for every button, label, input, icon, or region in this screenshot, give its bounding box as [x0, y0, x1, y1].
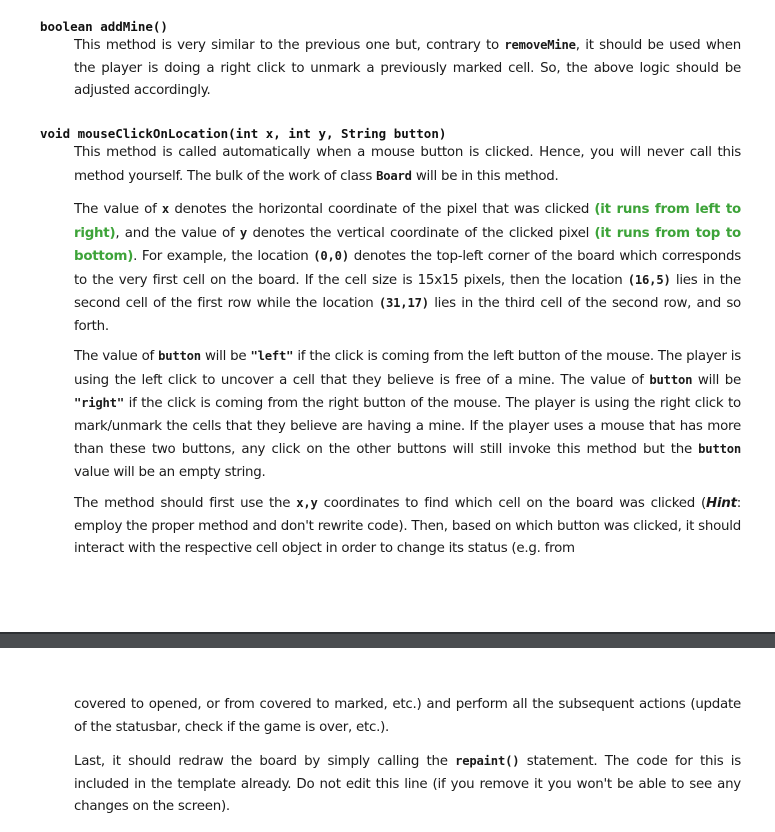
inline-code: button — [649, 372, 693, 387]
inline-code: repaint() — [455, 754, 520, 768]
inline-code: (16,5) — [627, 272, 671, 287]
add-mine-description: This method is very similar to the previous one but, contrary to removeMine, it should be used when the player is doing a right click to unmark a previously marked cell. So, the above logic should be adjusted accordingly. — [74, 38, 741, 99]
hint-label: Hint — [706, 496, 737, 511]
highlight-text: (it runs from top to bottom) — [74, 225, 741, 265]
inline-code: "left" — [250, 349, 294, 363]
mouse-click-paragraph-5: covered to opened, or from covered to marked, etc.) and perform all the subsequent actions (update of the statusbar, check if the game is over, etc.). — [74, 697, 741, 735]
inline-code: "right" — [74, 396, 124, 411]
highlight-text: (it runs from left to right) — [74, 202, 741, 241]
inline-code: Board — [376, 168, 412, 183]
inline-code: x — [161, 202, 170, 216]
inline-code: button — [158, 349, 201, 363]
inline-code: (31,17) — [378, 296, 429, 311]
inline-code: y — [239, 225, 248, 240]
mouse-click-paragraph-1: This method is called automatically when a mouse button is clicked. Hence, you will never call this method yourself. The bulk of the work of class Board will be in this method. — [74, 145, 741, 184]
inline-code: (0,0) — [313, 249, 349, 264]
mouse-click-paragraph-3: The value of button will be "left" if the click is coming from the left button of the mouse. The player is using the left click to uncover a cell that they believe is free of a mine. The value of button will be "right" if the click is coming from the right button of the mouse. The player is using the right click to mark/unmark the cells that they believe are having a mine. If the player uses a mouse that has more than these two buttons, any click on the other buttons will still invoke this method but the button value will be an empty string. — [74, 349, 741, 480]
inline-code: removeMine — [504, 38, 576, 52]
inline-code: x,y — [296, 496, 318, 510]
mouse-click-paragraph-6: Last, it should redraw the board by simply calling the repaint() statement. The code for this is included in the template already. Do not edit this line (if you remove it you won't be able to see any changes on the screen). — [74, 754, 741, 815]
mouse-click-paragraph-4: The method should first use the x,y coordinates to find which cell on the board was clicked (Hint: employ the proper method and don't rewrite code). Then, based on which button was clicked, it should interact with the respective cell object in order to change its status (e.g. from — [74, 496, 741, 557]
mouse-click-paragraph-2: The value of x denotes the horizontal coordinate of the pixel that was clicked (it runs from left to right), and the value of y denotes the vertical coordinate of the clicked pixel (it runs from top to bottom). For example, the location (0,0) denotes the top-left corner of the board which corresponds to the very first cell on the board. If the cell size is 15x15 pixels, then the location (16,5) lies in the second cell of the first row while the location (31,17) lies in the third cell of the second row, and so forth. — [74, 202, 741, 334]
add-mine-signature: boolean addMine() — [40, 19, 168, 34]
mouse-click-signature: void mouseClickOnLocation(int x, int y, String button) — [40, 126, 447, 141]
document-page-2 — [0, 648, 775, 832]
inline-code: button — [698, 442, 741, 457]
